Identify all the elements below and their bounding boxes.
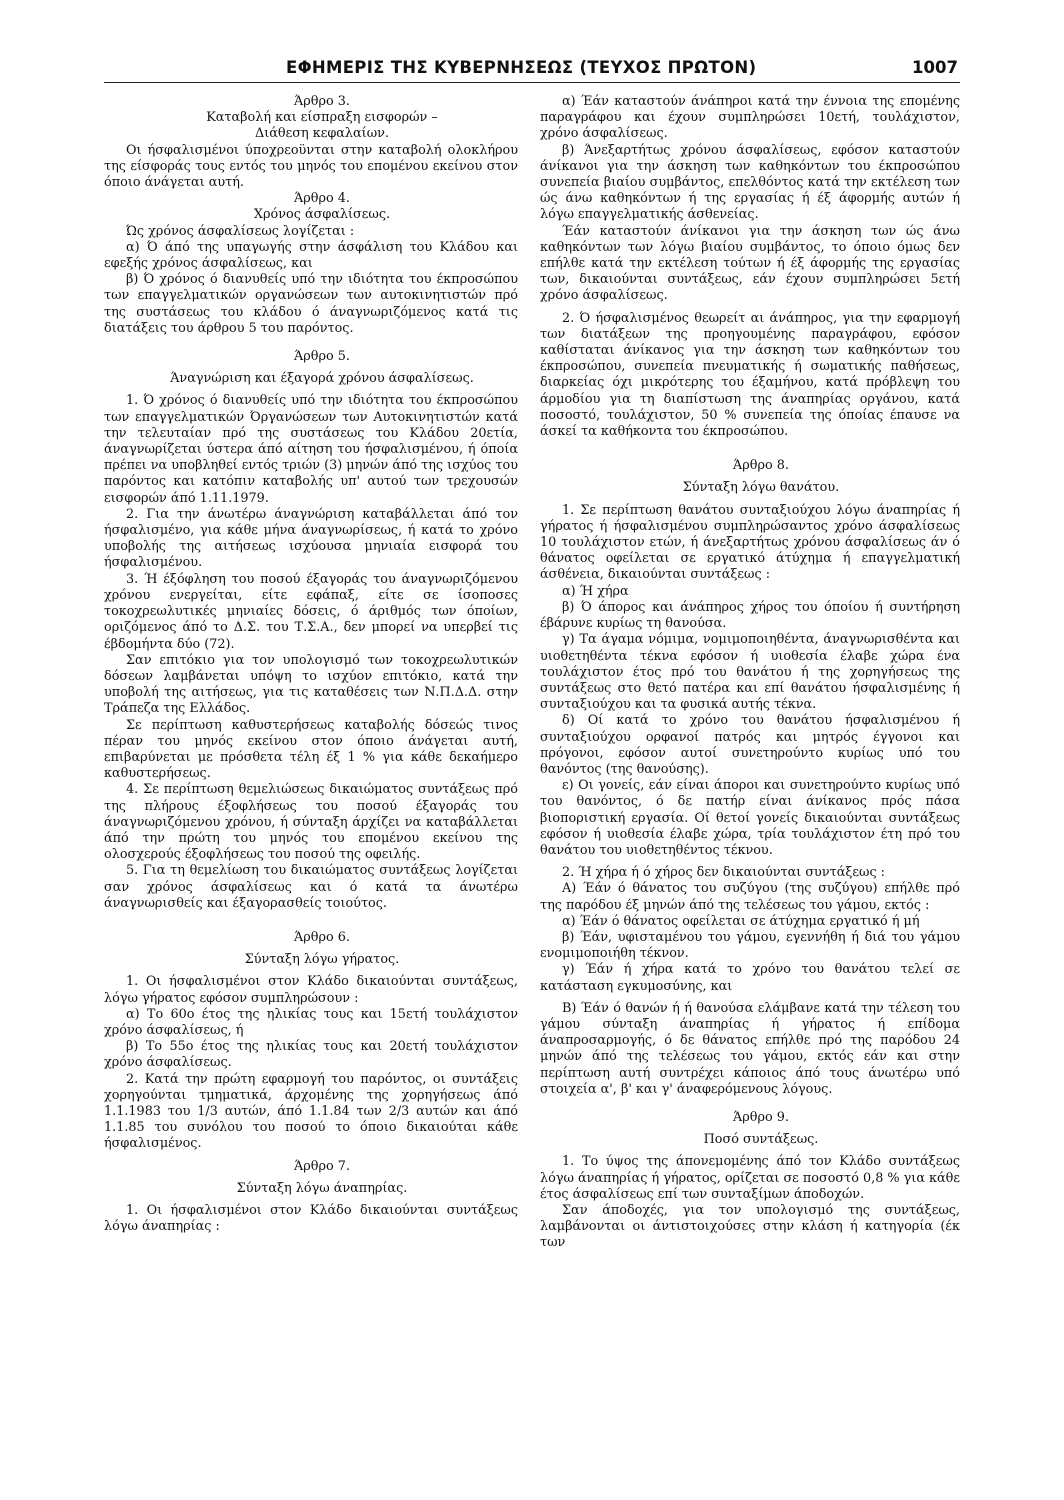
article-7-paragraph-1: 1. Οι ήσφαλισμένοι στον Κλάδο δικαιούνται συντάξεως λόγω άναπηρίας :	[104, 1203, 518, 1235]
running-title: ΕΦΗΜΕΡΙΣ ΤΗΣ ΚΥΒΕΡΝΗΣΕΩΣ (ΤΕΥΧΟΣ ΠΡΩΤΟΝ)	[286, 58, 757, 77]
article-4-number: Άρθρο 4.	[294, 191, 350, 207]
article-7-number: Άρθρο 7.	[294, 1158, 350, 1174]
article-8-item-A: Α) Έάν ό θάνατος του συζύγου (της συζύγου) επήλθε πρό της παρόδου έξ μηνών άπό της τελέσεως του γάμου, εκτός :	[540, 881, 960, 913]
article-6-paragraph-1: 1. Οι ήσφαλισμένοι στον Κλάδο δικαιούνται συντάξεως, λόγω γήρατος εφόσον συμπληρώσουν :	[104, 974, 518, 1006]
article-8-item-c: γ) Τα άγαμα νόμιμα, νομιμοποιηθέντα, άναγνωρισθέντα και υιοθετηθέντα τέκνα εφόσον ή υιοθεσία έλαβε χώρα ένα τουλάχιστον έτος πρό του θανάτου ή της χορηγήσεως της συντάξεως στο θετό πατέρα και επί θανάτου ήσφαλισμένης ή συνταξιούχου και τα φυσικά αυτής τέκνα.	[540, 632, 960, 713]
article-4-intro: Ώς χρόνος άσφαλίσεως λογίζεται :	[126, 223, 355, 239]
article-8-item-a: α) Ή χήρα	[562, 583, 629, 599]
article-7-paragraph-2: 2. Ό ήσφαλισμένος θεωρείτ αι άνάπηρος, για την εφαρμογή των διατάξεων της προηγουμένης παραγράφου, εφόσον καθίσταται άνίκανος για την άσκηση των καθηκόντων του έκπροσώπου, συνεπεία πνευματικής ή σωματικής παθήσεως, διαρκείας όχι μικρότερης του έξαμήνου, κατά πρόβλεψη του άρμοδίου για τη διαπίστωση της άναπηρίας οργάνου, κατά ποσοστό, τουλάχιστον, 50 % συνεπεία της όποίας έπαυσε να άσκεί τα καθήκοντα του έκπροσώπου.	[540, 310, 960, 440]
article-8-item-e: ε) Οι γονείς, εάν είναι άποροι και συνετηρούντο κυρίως υπό του θανόντος, ό δε πατήρ είναι άνίκανος πρός πάσα βιοποριστική εργασία. Οί θετοί γονείς δικαιούνται συντάξεως εφόσον ή υιοθεσία έλαβε χώρα, τρία τουλάχιστον έτη πρό του θανάτου του υιοθετηθέντος τέκνου.	[540, 778, 960, 858]
article-6-paragraph-2: 2. Κατά την πρώτη εφαρμογή του παρόντος, οι συντάξεις χορηγούνται τμηματικά, άρχομένης της χορηγήσεως άπό 1.1.1983 του 1/3 αυτών, άπό 1.1.84 των 2/3 αυτών και άπό 1.1.85 του συνόλου του ποσού το όποιο δικαιούται κάθε ήσφαλισμένος.	[104, 1071, 518, 1152]
article-5-paragraph-4: Σαν επιτόκιο για τον υπολογισμό των τοκοχρεωλυτικών δόσεων λαμβάνεται υπόψη το ισχύον επιτόκιο, κατά την υποβολή της αιτήσεως, για τις καταθέσεις των Ν.Π.Δ.Δ. στην Τράπεζα της Ελλάδος.	[104, 652, 518, 717]
article-8-title: Σύνταξη λόγω θανάτου.	[682, 480, 840, 496]
article-7-title: Σύνταξη λόγω άναπηρίας.	[236, 1180, 408, 1196]
page-header	[0, 52, 1064, 86]
article-6-item-b: β) Το 55ο έτος της ηλικίας τους και 20ετή τουλάχιστον χρόνο άσφαλίσεως.	[104, 1039, 518, 1071]
article-8-item-B: Β) Έάν ό θανών ή ή θανούσα ελάμβανε κατά την τέλεση του γάμου σύνταξη άναπηρίας ή γήρατος ή επίδομα άναπροσαρμογής, ό δε θάνατος επήλθε πρό της παρόδου 24 μηνών άπό της τελέσεως του γάμου, εκτός εάν και στην περίπτωση αυτή συντρέχει κάποιος άπό τους άνωτέρω υπό στοιχεία α', β' και γ' άναφερόμενους λόγους.	[540, 1000, 960, 1097]
article-5-paragraph-7: 5. Για τη θεμελίωση του δικαιώματος συντάξεως λογίζεται σαν χρόνος άσφαλίσεως και ό κατά τα άνωτέρω άναγνωρισθείς και έξαγορασθείς τοιούτος.	[104, 863, 518, 911]
article-4-item-a: α) Ό άπό της υπαγωγής στην άσφάλιση του Κλάδου και εφεξής χρόνος άσφαλίσεως, και	[104, 239, 518, 272]
article-6-title: Σύνταξη λόγω γήρατος.	[244, 952, 400, 968]
article-8-paragraph-1: 1. Σε περίπτωση θανάτου συνταξιούχου λόγω άναπηρίας ή γήρατος ή ήσφαλισμένου συμπληρώσαντος χρόνο άσφαλίσεως 10 τουλάχιστον ετών, ή άνεξαρτήτως χρόνου άσφαλίσεως άν ό θάνατος οφείλεται σε εργατικό άτύχημα ή επαγγελματική άσθένεια, δικαιούνται συντάξεως :	[540, 502, 960, 583]
article-3-title-line-2: Διάθεση κεφαλαίων.	[255, 126, 389, 142]
article-8-paragraph-2: 2. Ή χήρα ή ό χήρος δεν δικαιούνται συντάξεως :	[562, 865, 885, 881]
article-9-number: Άρθρο 9.	[733, 1109, 789, 1125]
article-8-item-A-c: γ) Έάν ή χήρα κατά το χρόνο του θανάτου τελεί σε κατάσταση εγκυμοσύνης, και	[540, 962, 960, 994]
article-5-paragraph-3: 3. Ή έξόφληση του ποσού έξαγοράς του άναγνωριζόμενου χρόνου ενεργείται, είτε εφάπαξ, είτε σε ίσοποσες τοκοχρεωλυτικές μηνιαίες δόσεις, ό άριθμός των όποίων, οριζόμενος άπό το Δ.Σ. του Τ.Σ.Α., δεν μπορεί να υπερβεί τις έβδομήντα δύο (72).	[104, 571, 518, 652]
article-6-item-a: α) Το 60ο έτος της ηλικίας τους και 15ετή τουλάχιστον χρόνο άσφαλίσεως, ή	[104, 1006, 518, 1038]
article-7-item-a: α) Έάν καταστούν άνάπηροι κατά την έννοια της επομένης παραγράφου και έχουν συμπληρώσει 10ετή, τουλάχιστον, χρόνο άσφαλίσεως.	[540, 94, 960, 142]
right-column	[540, 94, 960, 1252]
article-7-item-b: β) Άνεξαρτήτως χρόνου άσφαλίσεως, εφόσον καταστούν άνίκανοι για την άσκηση των καθηκόντων του έκπροσώπου συνεπεία βιαίου συμβάντος, επελθόντος κατά την εκτέλεση των ώς άνω καθηκόντων ή της εργασίας ή έξ άφορμής αυτών ή λόγω επαγγελματικής άσθενείας.	[540, 142, 960, 223]
article-5-paragraph-6: 4. Σε περίπτωση θεμελιώσεως δικαιώματος συντάξεως πρό της πλήρους έξοφλήσεως του ποσού έξαγοράς του άναγνωριζόμενου χρόνου, ή σύνταξη άρχίζει να καταβάλλεται άπό την πρώτη του μηνός του επομένου εκείνου της ολοσχερούς έξοφλήσεως του ποσού της οφειλής.	[104, 782, 518, 863]
article-3-paragraph: Οι ήσφαλισμένοι ύποχρεοϋνται στην καταβολή ολοκλήρου της είσφοράς τους εντός του μηνός του επομένου εκείνου στον όποιο άνάγεται αυτή.	[104, 142, 518, 191]
article-6-number: Άρθρο 6.	[294, 929, 350, 945]
article-8-item-A-b: β) Έάν, υφισταμένου του γάμου, εγεννήθη ή διά του γάμου ενομιμοποιήθη τέκνον.	[540, 929, 960, 962]
article-8-item-d: δ) Οί κατά το χρόνο του θανάτου ήσφαλισμένου ή συνταξιούχου ορφανοί πατρός και μητρός έγγονοι και πρόγονοι, εφόσον αυτοί συνετηρούντο κυρίως υπό του θανόντος (της θανούσης).	[540, 713, 960, 777]
article-4-item-b: β) Ό χρόνος ό διανυθείς υπό την ιδιότητα του έκπροσώπου των επαγγελματικών οργανώσεων των αυτοκινητιστών πρό της συστάσεως του κλάδου ό άναγνωριζόμενος κατά τις διατάξεις του άρθρου 5 του παρόντος.	[104, 272, 518, 336]
article-9-paragraph-1: 1. Το ύψος της άπονεμομένης άπό τον Κλάδο συντάξεως λόγω άναπηρίας ή γήρατος, ορίζεται σε ποσοστό 0,8 % για κάθε έτος άσφαλίσεως επί των συνταξίμων άποδοχών.	[540, 1154, 961, 1202]
article-5-paragraph-5: Σε περίπτωση καθυστερήσεως καταβολής δόσεώς τινος πέραν του μηνός εκείνου στον όποιο άνάγεται αυτή, επιβαρύνεται με πρόσθετα τέλη έξ 1 % για κάθε δεκαήμερο καθυστερήσεως.	[104, 717, 518, 782]
article-5-title: Άναγνώριση και έξαγορά χρόνου άσφαλίσεως.	[170, 371, 474, 387]
article-5-paragraph-2: 2. Για την άνωτέρω άναγνώριση καταβάλλεται άπό τον ήσφαλισμένο, για κάθε μήνα άναγνωρίσεως, ή κατά το χρόνο υποβολής της αιτήσεως ισχύουσα μηνιαία εισφορά του ήσφαλισμένου.	[104, 506, 518, 571]
header-rule	[104, 82, 960, 83]
article-9-title: Ποσό συντάξεως.	[703, 1132, 819, 1148]
article-4-title: Χρόνος άσφαλίσεως.	[253, 207, 391, 223]
page-number: 1007	[912, 58, 958, 77]
article-8-item-b: β) Ό άπορος και άνάπηρος χήρος του όποίου ή συντήρηση έβάρυνε κυρίως τη θανούσα.	[540, 599, 960, 632]
left-column	[104, 94, 518, 1235]
article-7-item-c: Έάν καταστούν άνίκανοι για την άσκηση των ώς άνω καθηκόντων των λόγω βιαίου συμβάντος, το όποιο όμως δεν επήλθε κατά την εκτέλεση τούτων ή έξ άφορμής της εργασίας των, δικαιούνται συντάξεως, εάν έχουν συμπληρώσει 5ετή χρόνο άσφαλίσεως.	[540, 223, 960, 304]
article-5-paragraph-1: 1. Ό χρόνος ό διανυθείς υπό την ιδιότητα του έκπροσώπου των επαγγελματικών Όργανώσεων των Αυτοκινητιστών κατά την τελευταίαν πρό της συστάσεως του Κλάδου 20ετία, άναγνωρίζεται ύστερα άπό αίτηση του ήσφαλισμένου, ή όποία πρέπει να υποβληθεί εντός τριών (3) μηνών άπό της ισχύος του παρόντος και κατόπιν καταβολής υπ' αυτού των τρεχουσών εισφορών άπό 1.11.1979.	[104, 393, 518, 506]
article-5-number: Άρθρο 5.	[294, 349, 350, 365]
article-8-number: Άρθρο 8.	[733, 458, 789, 474]
article-3-number: Άρθρο 3.	[294, 94, 350, 109]
article-3-title-line-1: Καταβολή και είσπραξη εισφορών –	[206, 110, 438, 126]
article-8-item-A-a: α) Έάν ό θάνατος οφείλεται σε άτύχημα εργατικό ή μή	[562, 913, 920, 929]
article-9-paragraph-2: Σαν άποδοχές, για τον υπολογισμό της συντάξεως, λαμβάνονται οι άντιστοιχούσες στην κλάση ή κατηγορία (έκ των	[540, 1203, 960, 1251]
